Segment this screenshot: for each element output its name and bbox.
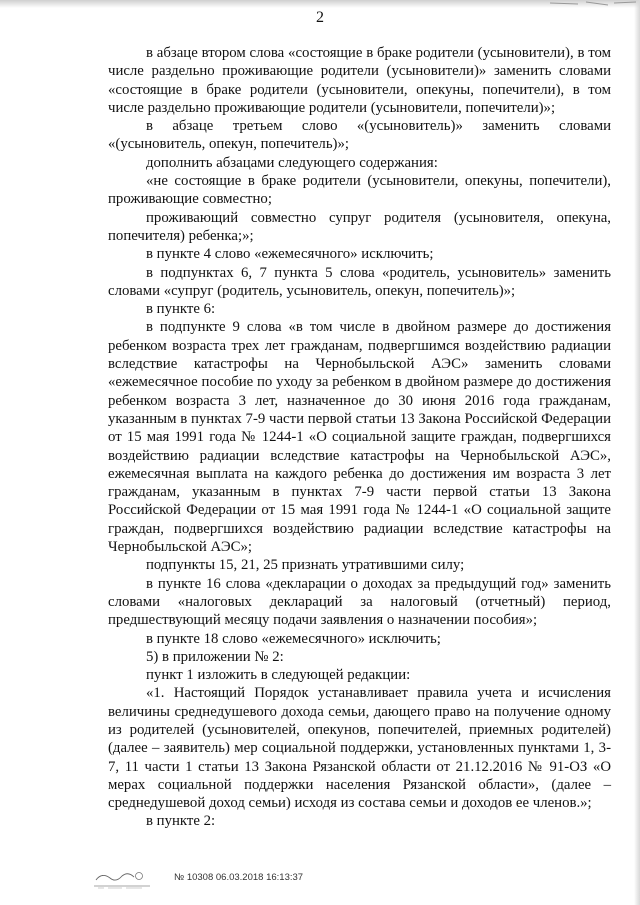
paragraph: в пункте 2: [146, 813, 216, 830]
paragraph: «1. Настоящий Порядок устанавливает правила учета и исчисления величины среднедушевого дохода семьи, дающего право на получение одному из родителей (усыновителей, опекунов, попечителей, приемных родителей) (далее – заявитель) мер социальной поддержки, установленных пунктами 1, 3-7, 11 части 1 статьи 13 Закона Рязанской области от 21.12.2016 № 91-ОЗ «О мерах социальной поддержки населения Рязанской области», (далее – среднедушевой доход семьи) исходя из состава семьи и доходов ее членов.»; [108, 685, 611, 812]
registration-stamp-icon [92, 868, 154, 890]
paragraph: подпункты 15, 21, 25 признать утратившими силу; [146, 557, 465, 574]
paragraph: дополнить абзацами следующего содержания: [146, 154, 438, 171]
document-body [108, 44, 611, 831]
paragraph: в пункте 4 слово «ежемесячного» исключить; [146, 246, 434, 263]
paragraph: в пункте 18 слово «ежемесячного» исключить; [146, 630, 441, 647]
paragraph: в подпунктах 6, 7 пункта 5 слова «родитель, усыновитель» заменить словами «супруг (родитель, усыновитель, опекун, попечитель)»; [108, 264, 611, 299]
scan-top-edge [0, 0, 640, 8]
paragraph: в пункте 16 слова «декларации о доходах за предыдущий год» заменить словами «налоговых деклараций за налоговый (отчетный) период, предшествующий месяцу подачи заявления о назначении пособия»; [108, 575, 611, 629]
document-footer [92, 868, 452, 890]
paragraph: в пункте 6: [146, 301, 216, 318]
paragraph: «не состоящие в браке родители (усыновители, опекуны, попечители), проживающие совместно; [108, 173, 611, 208]
paragraph: в подпункте 9 слова «в том числе в двойном размере до достижения ребенком возраста трех лет гражданам, подвергшимся воздействию радиации вследствие катастрофы на Чернобыльской АЭС» заменить словами «ежемесячное пособие по уходу за ребенком в двойном размере до достижения ребенком возраста 3 лет, назначенное до 30 июня 2016 года гражданам, указанным в пунктах 7-9 части первой статьи 13 Закона Российской Федерации от 15 мая 1991 года № 1244-1 «О социальной защите граждан, подвергшихся воздействию радиации вследствие катастрофы на Чернобыльской АЭС», ежемесячная выплата на каждого ребенка до достижения им возраста 3 лет гражданам, указанным в пунктах 7-9 части первой статьи 13 Закона Российской Федерации от 15 мая 1991 года № 1244-1 «О социальной защите граждан, подвергшихся воздействию радиации вследствие катастрофы на Чернобыльской АЭС»; [108, 319, 611, 556]
paragraph: проживающий совместно супруг родителя (усыновителя, опекуна, попечителя) ребенка;»; [108, 209, 611, 244]
paragraph: пункт 1 изложить в следующей редакции: [146, 667, 411, 684]
paragraph: в абзаце втором слова «состоящие в браке родители (усыновители), в том числе раздельно проживающие родители (усыновители)» заменить словами «состоящие в браке родители (усыновители, опекуны, попечители), в том числе раздельно проживающие родители (усыновители, попечители)»; [108, 45, 611, 116]
scan-right-edge [634, 0, 640, 905]
document-registration-number: № 10308 06.03.2018 16:13:37 [174, 872, 304, 883]
page-number: 2 [316, 9, 324, 26]
paragraph: 5) в приложении № 2: [146, 648, 284, 665]
paragraph: в абзаце третьем слово «(усыновитель)» заменить словами «(усыновитель, опекун, попечитель)»; [108, 118, 611, 153]
